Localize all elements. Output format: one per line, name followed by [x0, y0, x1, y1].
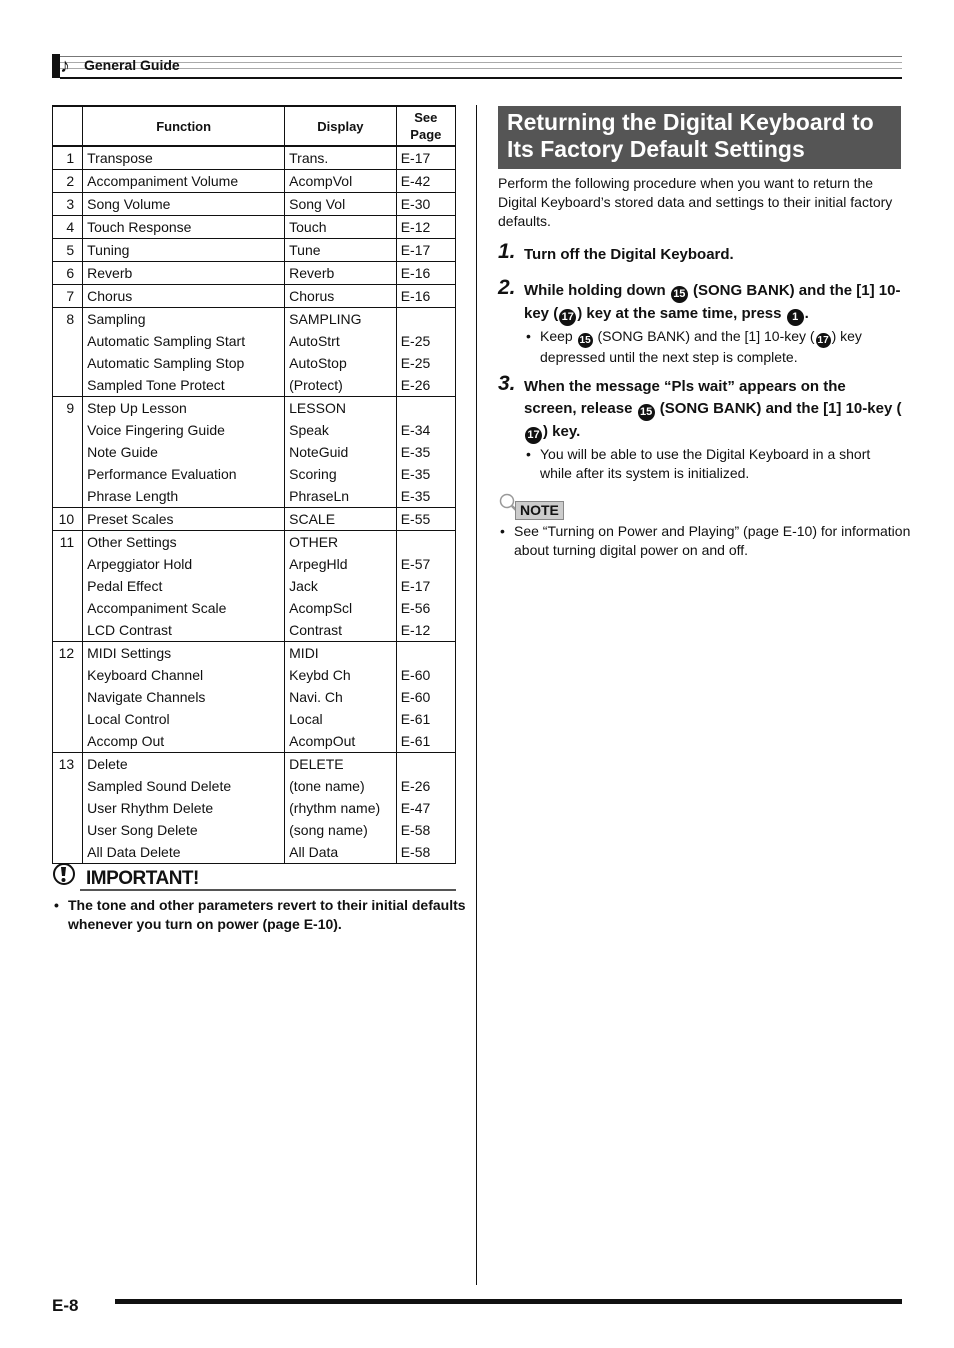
sub-text-part: Keep: [540, 328, 577, 344]
page-cell: E-42: [396, 170, 455, 193]
page-header: [52, 54, 902, 80]
row-number: [53, 553, 83, 575]
step-2: [498, 276, 902, 367]
display-cell: Song Vol: [285, 193, 397, 216]
page-cell: E-16: [396, 262, 455, 285]
row-number: [53, 597, 83, 619]
display-cell: PhraseLn: [285, 485, 397, 508]
step-1: [498, 240, 902, 266]
section-header-title: General Guide: [84, 57, 180, 73]
function-cell: Song Volume: [83, 193, 285, 216]
page-cell: [396, 308, 455, 331]
table-row: [53, 531, 456, 554]
function-cell: Arpeggiator Hold: [83, 553, 285, 575]
display-cell: AcompScl: [285, 597, 397, 619]
step-sub-bullet: • Keep 15 (SONG BANK) and the [1] 10-key ( 17 ) key depressed until the next step is complete.: [526, 328, 862, 365]
function-cell: Tuning: [83, 239, 285, 262]
page-cell: E-26: [396, 374, 455, 397]
table-row: [53, 797, 456, 819]
display-cell: SCALE: [285, 508, 397, 531]
function-cell: Automatic Sampling Start: [83, 330, 285, 352]
function-cell: Note Guide: [83, 441, 285, 463]
note-bullet: • See “Turning on Power and Playing” (page E-10) for information about turning digital power on and off.: [500, 523, 911, 558]
step-text: Turn off the Digital Keyboard.: [524, 246, 734, 263]
step-number: 2.: [498, 276, 516, 299]
step-text-part: ) key.: [543, 423, 581, 440]
function-cell: Chorus: [83, 285, 285, 308]
table-row: [53, 441, 456, 463]
row-number: 6: [53, 262, 83, 285]
function-cell: User Song Delete: [83, 819, 285, 841]
display-cell: Tune: [285, 239, 397, 262]
row-number: 1: [53, 146, 83, 170]
function-cell: Accomp Out: [83, 730, 285, 753]
important-bullet-text: The tone and other parameters revert to their initial defaults whenever you turn on power (page E-10).: [68, 897, 466, 932]
step-text-part: ) key at the same time, press: [577, 305, 786, 322]
function-cell: Step Up Lesson: [83, 397, 285, 420]
step-text-part: (SONG BANK) and the [1] 10-key (: [655, 400, 902, 417]
page-cell: E-60: [396, 686, 455, 708]
display-cell: (tone name): [285, 775, 397, 797]
important-rule: [80, 889, 456, 891]
display-cell: Speak: [285, 419, 397, 441]
function-column-header: Function: [83, 106, 285, 146]
display-cell: AutoStop: [285, 352, 397, 374]
function-cell: Delete: [83, 753, 285, 776]
step-text-part: (SONG BANK) and the [1] 10-key (: [524, 282, 901, 322]
row-number: [53, 619, 83, 642]
table-row: [53, 193, 456, 216]
function-cell: LCD Contrast: [83, 619, 285, 642]
ten-key-icon: 17: [817, 335, 829, 346]
table-row: [53, 419, 456, 441]
function-table: [52, 105, 456, 864]
row-number: [53, 441, 83, 463]
page-cell: E-57: [396, 553, 455, 575]
table-row: [53, 730, 456, 753]
row-number: [53, 708, 83, 730]
page-cell: E-55: [396, 508, 455, 531]
table-row: [53, 575, 456, 597]
display-cell: MIDI: [285, 642, 397, 665]
row-number: [53, 352, 83, 374]
table-row: [53, 308, 456, 331]
page-cell: E-17: [396, 146, 455, 170]
display-cell: Jack: [285, 575, 397, 597]
important-bullet: • The tone and other parameters revert to their initial defaults whenever you turn on power (page E-10).: [54, 897, 466, 932]
page-cell: [396, 531, 455, 554]
display-cell: LESSON: [285, 397, 397, 420]
function-cell: Automatic Sampling Stop: [83, 352, 285, 374]
table-row: [53, 262, 456, 285]
table-body: [53, 146, 456, 864]
page-cell: [396, 642, 455, 665]
page-cell: E-35: [396, 485, 455, 508]
page-cell: E-35: [396, 463, 455, 485]
sub-text-part: ) key depressed until the next step is complete.: [540, 328, 862, 365]
page-cell: [396, 753, 455, 776]
row-number: [53, 575, 83, 597]
page-cell: E-12: [396, 216, 455, 239]
display-cell: Navi. Ch: [285, 686, 397, 708]
function-cell: Phrase Length: [83, 485, 285, 508]
step-3: [498, 372, 902, 483]
row-number: 2: [53, 170, 83, 193]
table-row: [53, 686, 456, 708]
page-cell: E-61: [396, 708, 455, 730]
row-number: [53, 819, 83, 841]
page-cell: E-26: [396, 775, 455, 797]
row-number: 11: [53, 531, 83, 554]
page-cell: E-61: [396, 730, 455, 753]
function-cell: User Rhythm Delete: [83, 797, 285, 819]
table-row: [53, 753, 456, 776]
function-cell: Touch Response: [83, 216, 285, 239]
function-cell: All Data Delete: [83, 841, 285, 864]
page-cell: E-58: [396, 841, 455, 864]
display-cell: (song name): [285, 819, 397, 841]
page-number: E-8: [52, 1296, 79, 1315]
table-row: [53, 664, 456, 686]
table-row: [53, 841, 456, 864]
table-row: [53, 508, 456, 531]
display-cell: (Protect): [285, 374, 397, 397]
row-number: [53, 485, 83, 508]
table-row: [53, 216, 456, 239]
display-cell: Local: [285, 708, 397, 730]
page-cell: E-60: [396, 664, 455, 686]
page-cell: E-12: [396, 619, 455, 642]
table-row: [53, 239, 456, 262]
footer-rule: [115, 1299, 902, 1304]
display-column-header: Display: [285, 106, 397, 146]
table-row: [53, 553, 456, 575]
function-cell: MIDI Settings: [83, 642, 285, 665]
display-cell: Reverb: [285, 262, 397, 285]
page-cell: E-34: [396, 419, 455, 441]
function-cell: Accompaniment Scale: [83, 597, 285, 619]
display-cell: SAMPLING: [285, 308, 397, 331]
page-cell: E-17: [396, 575, 455, 597]
row-number: 4: [53, 216, 83, 239]
function-cell: Sampled Tone Protect: [83, 374, 285, 397]
display-cell: Touch: [285, 216, 397, 239]
row-number: 5: [53, 239, 83, 262]
function-cell: Accompaniment Volume: [83, 170, 285, 193]
note-bullet-text: See “Turning on Power and Playing” (page E-10) for information about turning digital power on and off.: [514, 523, 911, 558]
table-row: [53, 374, 456, 397]
table-row: [53, 330, 456, 352]
display-cell: Scoring: [285, 463, 397, 485]
step-number: 1.: [498, 240, 516, 263]
page-cell: E-58: [396, 819, 455, 841]
ten-key-icon: 17: [525, 427, 542, 444]
page-cell: E-25: [396, 352, 455, 374]
page-cell: E-17: [396, 239, 455, 262]
power-button-icon: 1: [787, 309, 804, 326]
table-row: [53, 485, 456, 508]
function-cell: Performance Evaluation: [83, 463, 285, 485]
display-cell: AutoStrt: [285, 330, 397, 352]
table-row: [53, 397, 456, 420]
function-cell: Voice Fingering Guide: [83, 419, 285, 441]
function-cell: Other Settings: [83, 531, 285, 554]
table-row: [53, 146, 456, 170]
sub-text: You will be able to use the Digital Keyboard in a short while after its system is initialized.: [540, 446, 871, 481]
row-number: [53, 419, 83, 441]
display-cell: Contrast: [285, 619, 397, 642]
display-cell: Chorus: [285, 285, 397, 308]
row-number: 12: [53, 642, 83, 665]
song-bank-button-icon: 15: [579, 335, 591, 346]
display-cell: AcompOut: [285, 730, 397, 753]
display-cell: Keybd Ch: [285, 664, 397, 686]
display-cell: NoteGuid: [285, 441, 397, 463]
row-number: [53, 374, 83, 397]
step-number: 3.: [498, 372, 516, 395]
function-cell: Keyboard Channel: [83, 664, 285, 686]
display-cell: AcompVol: [285, 170, 397, 193]
table-row: [53, 463, 456, 485]
function-cell: Transpose: [83, 146, 285, 170]
page-cell: E-16: [396, 285, 455, 308]
row-number: [53, 841, 83, 864]
header-bar: [52, 54, 60, 78]
section-title: Returning the Digital Keyboard to Its Factory Default Settings: [498, 106, 901, 169]
important-pin-icon: [52, 862, 76, 886]
row-number: 8: [53, 308, 83, 331]
function-cell: Pedal Effect: [83, 575, 285, 597]
row-number: [53, 664, 83, 686]
display-cell: OTHER: [285, 531, 397, 554]
table-row: [53, 597, 456, 619]
table-row: [53, 352, 456, 374]
row-number: [53, 463, 83, 485]
table-row: [53, 775, 456, 797]
song-bank-button-icon: 15: [638, 404, 655, 421]
column-divider: [476, 105, 477, 1285]
display-cell: Trans.: [285, 146, 397, 170]
row-number: 10: [53, 508, 83, 531]
display-cell: (rhythm name): [285, 797, 397, 819]
row-number: [53, 775, 83, 797]
row-number: [53, 730, 83, 753]
step-text-part: While holding down: [524, 282, 670, 299]
display-cell: All Data: [285, 841, 397, 864]
display-cell: DELETE: [285, 753, 397, 776]
table-row: [53, 819, 456, 841]
song-bank-button-icon: 15: [671, 286, 688, 303]
sub-text-part: (SONG BANK) and the [1] 10-key (: [593, 328, 815, 344]
step-text: [524, 376, 902, 444]
step-text: [524, 280, 902, 326]
page-cell: E-35: [396, 441, 455, 463]
table-row: [53, 170, 456, 193]
table-row: [53, 619, 456, 642]
function-cell: Reverb: [83, 262, 285, 285]
header-rule: [60, 56, 902, 79]
important-box: [52, 862, 466, 932]
page-cell: E-25: [396, 330, 455, 352]
function-cell: Sampled Sound Delete: [83, 775, 285, 797]
function-cell: Sampling: [83, 308, 285, 331]
music-note-icon: ♪: [60, 55, 70, 77]
function-cell: Local Control: [83, 708, 285, 730]
row-number: 13: [53, 753, 83, 776]
note-title: NOTE: [515, 501, 564, 520]
function-cell: Navigate Channels: [83, 686, 285, 708]
table-row: [53, 708, 456, 730]
see-page-column-header: See Page: [396, 106, 455, 146]
row-number: 9: [53, 397, 83, 420]
display-cell: ArpegHld: [285, 553, 397, 575]
section-intro: Perform the following procedure when you want to return the Digital Keyboard’s stored data and settings to their initial factory defaults.: [498, 175, 893, 229]
row-number: 3: [53, 193, 83, 216]
page-cell: [396, 397, 455, 420]
step-sub-bullet: • You will be able to use the Digital Keyboard in a short while after its system is initialized.: [526, 446, 871, 481]
important-title: IMPORTANT!: [86, 868, 199, 889]
table-row: [53, 642, 456, 665]
page-cell: E-30: [396, 193, 455, 216]
step-text-part: When the message “Pls wait” appears on the screen, release: [524, 378, 846, 417]
num-column-header: [53, 106, 83, 146]
table-row: [53, 285, 456, 308]
row-number: [53, 330, 83, 352]
step-text-part: .: [804, 305, 809, 322]
row-number: [53, 686, 83, 708]
ten-key-icon: 17: [559, 309, 576, 326]
function-cell: Preset Scales: [83, 508, 285, 531]
page-cell: E-56: [396, 597, 455, 619]
page-cell: E-47: [396, 797, 455, 819]
row-number: [53, 797, 83, 819]
row-number: 7: [53, 285, 83, 308]
